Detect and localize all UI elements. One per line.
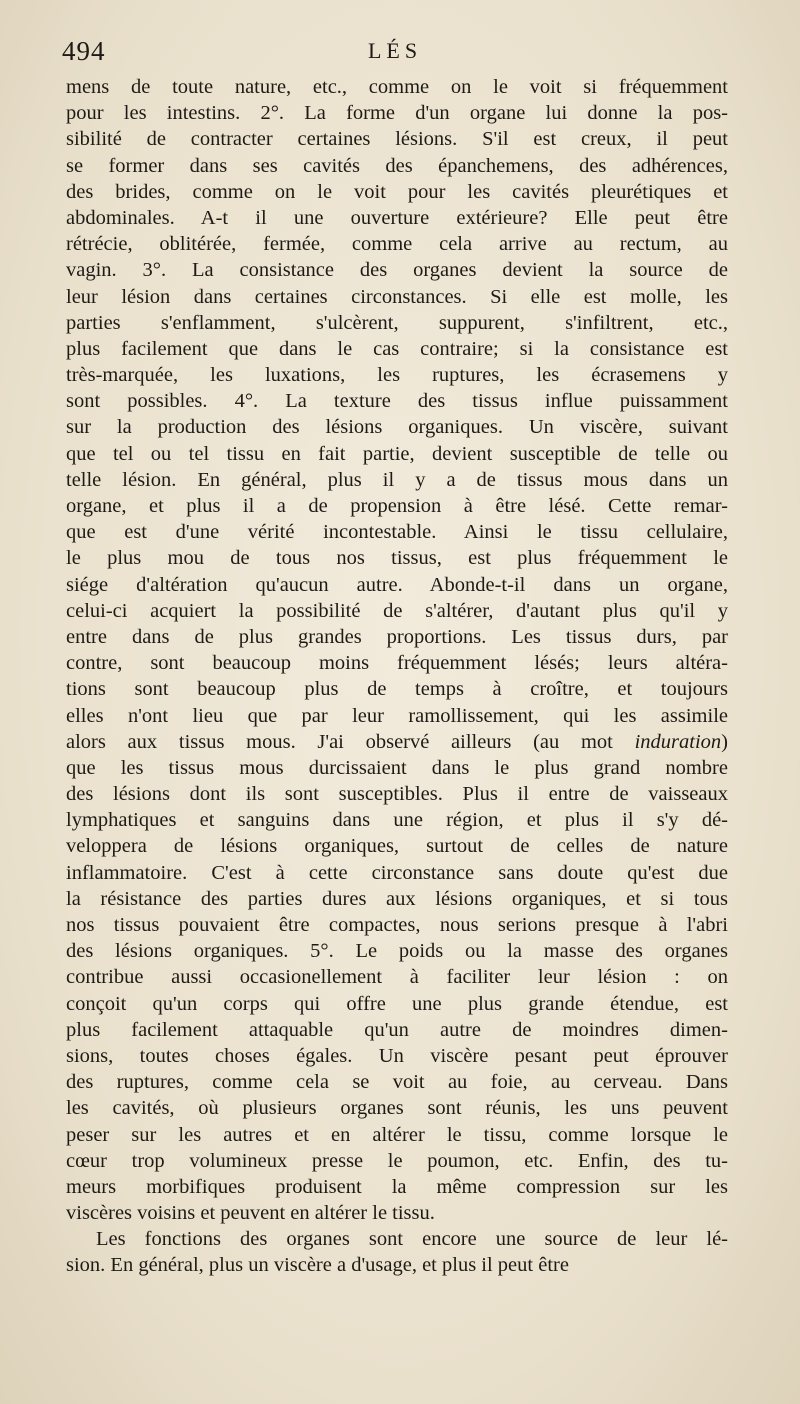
text-line: rétrécie, oblitérée, fermée, comme cela arrive au rectum, au (66, 233, 728, 256)
text-line: que tel ou tel tissu en fait partie, devient susceptible de telle ou (66, 442, 728, 465)
text-line: plus facilement que dans le cas contraire; si la consistance est (66, 337, 728, 360)
text-line: sions, toutes choses égales. Un viscère pesant peut éprouver (66, 1044, 728, 1067)
text-line: organe, et plus il a de propension à être lésé. Cette remar- (66, 495, 728, 517)
text-line: abdominales. A-t il une ouverture extérieure? Elle peut être (66, 206, 728, 229)
text-line: le plus mou de tous nos tissus, est plus fréquemment le (66, 547, 728, 570)
text-line: que les tissus mous durcissaient dans le plus grand nombre (66, 756, 728, 779)
text-line: des lésions dont ils sont susceptibles. Plus il entre de vaisseaux (66, 783, 728, 806)
text-line: mens de toute nature, etc., comme on le voit si fréquemment (66, 76, 728, 98)
paragraph-2 (66, 1226, 728, 1278)
text-line: tions sont beaucoup plus de temps à croître, et toujours (66, 678, 728, 701)
text-line: veloppera de lésions organiques, surtout de celles de nature (66, 835, 728, 858)
text-line: alors aux tissus mous. J'ai observé ailleurs (au mot induration) (66, 730, 728, 753)
text-line: plus facilement attaquable qu'un autre de moindres dimen- (66, 1018, 728, 1041)
text-line: cœur trop volumineux presse le poumon, etc. Enfin, des tu- (66, 1149, 728, 1172)
text-line: celui-ci acquiert la possibilité de s'altérer, d'autant plus qu'il y (66, 599, 728, 622)
text-line: la résistance des parties dures aux lésions organiques, et si tous (66, 887, 728, 910)
text-line: elles n'ont lieu que par leur ramollissement, qui les assimile (66, 704, 728, 727)
text-line: sion. En général, plus un viscère a d'usage, et plus il peut être (66, 1254, 569, 1277)
text-line: des ruptures, comme cela se voit au foie, au cerveau. Dans (66, 1071, 728, 1094)
page-number: 494 (62, 36, 106, 66)
text-line: contribue aussi occasionellement à faciliter leur lésion : on (66, 966, 728, 989)
text-line: conçoit qu'un corps qui offre une plus grande étendue, est (66, 992, 728, 1015)
text-line: telle lésion. En général, plus il y a de tissus mous dans un (66, 468, 728, 491)
text-line: lymphatiques et sanguins dans une région, et plus il s'y dé- (66, 809, 728, 832)
text-line: nos tissus pouvaient être compactes, nous serions presque à l'abri (66, 914, 728, 936)
text-line: meurs morbifiques produisent la même compression sur les (66, 1175, 728, 1198)
text-line: des lésions organiques. 5°. Le poids ou la masse des organes (66, 940, 728, 963)
text-line: que est d'une vérité incontestable. Ainsi le tissu cellulaire, (66, 521, 728, 544)
text-line: peser sur les autres et en altérer le tissu, comme lorsque le (66, 1123, 728, 1146)
italic-term: induration (634, 730, 722, 753)
text-line: siége d'altération qu'aucun autre. Abonde-t-il dans un organe, (66, 573, 728, 596)
body-text (66, 74, 728, 1279)
running-title: LÉS (367, 38, 423, 63)
text-line: sibilité de contracter certaines lésions. S'il est creux, il peut (66, 128, 728, 151)
text-line: vagin. 3°. La consistance des organes devient la source de (66, 259, 728, 282)
text-line: viscères voisins et peuvent en altérer le tissu. (66, 1202, 435, 1225)
text-line: entre dans de plus grandes proportions. Les tissus durs, par (66, 625, 728, 648)
text-line: sur la production des lésions organiques. Un viscère, suivant (66, 416, 728, 439)
text-line: Les fonctions des organes sont encore une source de leur lé- (96, 1228, 728, 1251)
text-line: contre, sont beaucoup moins fréquemment lésés; leurs altéra- (66, 652, 728, 675)
text-line: sont possibles. 4°. La texture des tissus influe puissamment (66, 390, 728, 413)
text-line: inflammatoire. C'est à cette circonstance sans doute qu'est due (66, 861, 728, 884)
text-line: des brides, comme on le voit pour les cavités pleurétiques et (66, 180, 728, 203)
page-header (62, 36, 728, 76)
text-line: pour les intestins. 2°. La forme d'un organe lui donne la pos- (66, 102, 728, 125)
text-line: parties s'enflamment, s'ulcèrent, suppurent, s'infiltrent, etc., (66, 311, 728, 334)
text-line: les cavités, où plusieurs organes sont réunis, les uns peuvent (66, 1097, 728, 1120)
paragraph-1 (66, 74, 728, 1226)
text-line: leur lésion dans certaines circonstances. Si elle est molle, les (66, 285, 728, 308)
text-line: se former dans ses cavités des épanchemens, des adhérences, (66, 154, 728, 177)
text-line: très-marquée, les luxations, les ruptures, les écrasemens y (66, 364, 728, 387)
